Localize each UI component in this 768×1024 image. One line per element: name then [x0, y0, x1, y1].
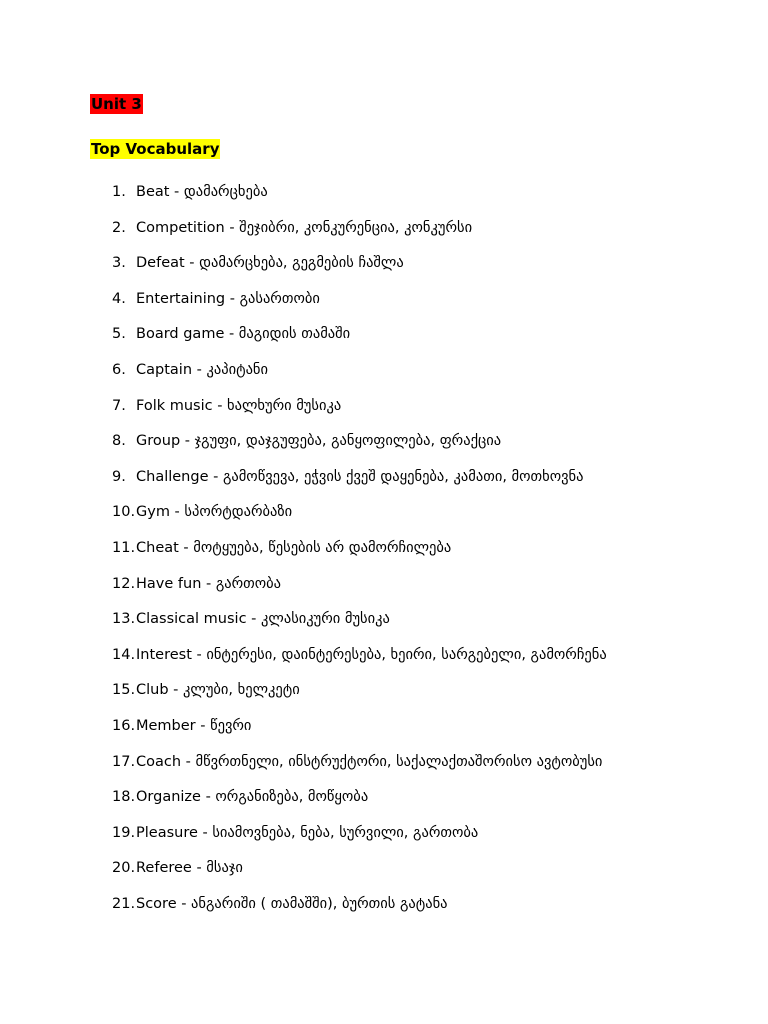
- item-text: Cheat - მოტყუება, წესების არ დამორჩილება: [136, 539, 452, 556]
- item-text: Referee - მსაჯი: [136, 860, 243, 877]
- list-item: [112, 253, 607, 289]
- item-number: 14.: [112, 646, 136, 663]
- item-number: 12.: [112, 575, 136, 592]
- unit-label: Unit 3: [91, 95, 142, 113]
- list-item: [112, 182, 607, 218]
- list-item: [112, 787, 607, 823]
- list-item: [112, 360, 607, 396]
- item-text: Competition - შეჯიბრი, კონკურენცია, კონკურსი: [136, 219, 473, 236]
- item-text: Have fun - გართობა: [136, 575, 282, 592]
- item-number: 15.: [112, 682, 136, 699]
- item-text: Club - კლუბი, ხელკეტი: [136, 682, 300, 699]
- list-item: [112, 324, 607, 360]
- item-number: 1.: [112, 184, 126, 200]
- item-number: 8.: [112, 433, 126, 450]
- item-text: Score - ანგარიში ( თამაშში), ბურთის გატანა: [136, 895, 448, 912]
- item-text: Pleasure - სიამოვნება, ნება, სურვილი, გართობა: [136, 824, 479, 841]
- item-number: 19.: [112, 824, 136, 841]
- list-item: [112, 431, 607, 467]
- item-number: 9.: [112, 468, 126, 485]
- item-number: 16.: [112, 717, 136, 734]
- list-item: [112, 645, 607, 681]
- item-number: 20.: [112, 860, 136, 877]
- item-number: 2.: [112, 219, 126, 236]
- item-number: 21.: [112, 895, 136, 912]
- item-number: 7.: [112, 397, 126, 414]
- item-number: 3.: [112, 255, 126, 272]
- item-number: 11.: [112, 539, 136, 556]
- item-text: Defeat - დამარცხება, გეგმების ჩაშლა: [136, 255, 404, 272]
- item-number: 18.: [112, 789, 136, 806]
- item-number: 5.: [112, 326, 126, 343]
- list-item: [112, 894, 607, 930]
- list-item: [112, 752, 607, 788]
- item-text: Interest - ინტერესი, დაინტერესება, ხეირი, სარგებელი, გამორჩენა: [136, 646, 607, 663]
- list-item: [112, 538, 607, 574]
- list-item: [112, 680, 607, 716]
- item-number: 10.: [112, 504, 136, 521]
- item-text: Folk music - ხალხური მუსიკა: [136, 397, 342, 414]
- item-text: Board game - მაგიდის თამაში: [136, 326, 351, 343]
- item-number: 17.: [112, 753, 136, 770]
- list-item: [112, 289, 607, 325]
- list-item: [112, 396, 607, 432]
- list-item: [112, 858, 607, 894]
- item-text: Captain - კაპიტანი: [136, 361, 269, 378]
- list-item: [112, 609, 607, 645]
- list-item: [112, 716, 607, 752]
- item-number: 4.: [112, 290, 126, 307]
- item-text: Classical music - კლასიკური მუსიკა: [136, 611, 390, 628]
- list-item: [112, 502, 607, 538]
- item-number: 6.: [112, 361, 126, 378]
- vocabulary-list: [112, 182, 607, 929]
- list-item: [112, 467, 607, 503]
- item-text: Member - წევრი: [136, 717, 252, 734]
- item-text: Entertaining - გასართობი: [136, 290, 320, 307]
- item-text: Beat - დამარცხება: [136, 184, 268, 200]
- item-text: Gym - სპორტდარბაზი: [136, 504, 293, 521]
- item-text: Coach - მწვრთნელი, ინსტრუქტორი, საქალაქთაშორისო ავტობუსი: [136, 753, 603, 770]
- list-item: [112, 823, 607, 859]
- item-text: Group - ჯგუფი, დაჯგუფება, განყოფილება, ფრაქცია: [136, 433, 502, 450]
- list-item: [112, 218, 607, 254]
- section-title: Top Vocabulary: [91, 140, 220, 158]
- item-text: Organize - ორგანიზება, მოწყობა: [136, 789, 369, 806]
- list-item: [112, 574, 607, 610]
- item-text: Challenge - გამოწვევა, ეჭვის ქვეშ დაყენება, კამათი, მოთხოვნა: [136, 468, 584, 485]
- item-number: 13.: [112, 611, 136, 628]
